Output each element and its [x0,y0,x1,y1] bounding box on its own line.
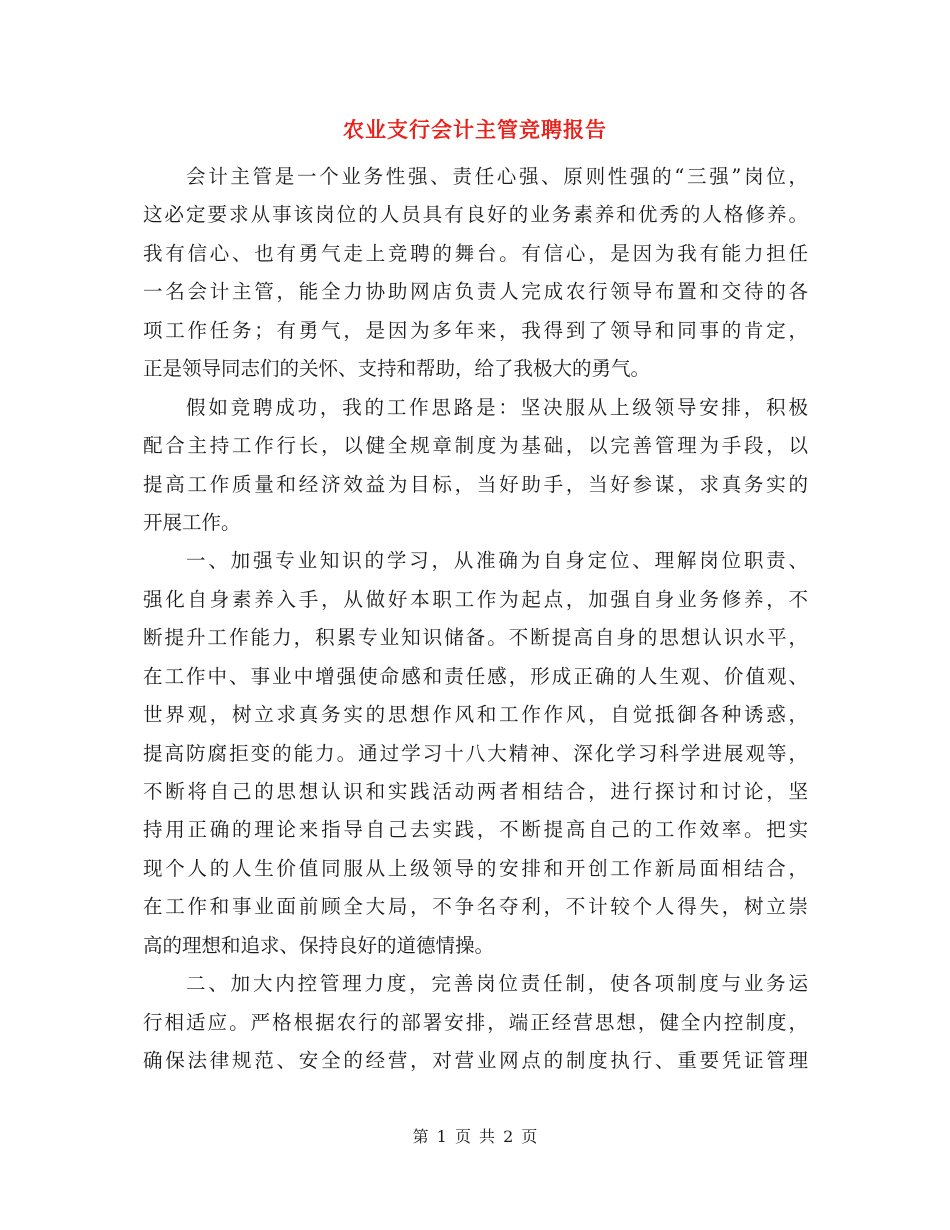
body-text-line: 现个人的人生价值同服从上级领导的安排和开创工作新局面相结合， [143,856,808,880]
body-text-line: 高的理想和追求、保持良好的道德情操。 [143,933,495,957]
body-text-line: 行相适应。严格根据农行的部署安排，端正经营思想，健全内控制度， [143,1010,808,1034]
body-text-line: 不断将自己的思想认识和实践活动两者相结合，进行探讨和讨论，坚 [143,780,808,803]
body-text-line: 开展工作。 [143,510,241,534]
body-text-line: 世界观，树立求真务实的思想作风和工作作风，自觉抵御各种诱惑， [143,703,808,727]
body-text-line: 确保法律规范、安全的经营，对营业网点的制度执行、重要凭证管理 [143,1049,808,1073]
body-text-line: 一、加强专业知识的学习，从准确为自身定位、理解岗位职责、 [186,549,808,573]
body-text-line: 会计主管是一个业务性强、责任心强、原则性强的“三强”岗位， [186,165,808,188]
body-text-line: 强化自身素养入手，从做好本职工作为起点，加强自身业务修养，不 [143,587,808,611]
page-number-footer: 第 1 页 共 2 页 [412,1127,538,1146]
body-text-line: 在工作和事业面前顾全大局，不争名夺利，不计较个人得失，树立崇 [143,895,808,919]
body-text-line: 持用正确的理论来指导自己去实践，不断提高自己的工作效率。把实 [143,818,808,842]
body-text-line: 提高防腐拒变的能力。通过学习十八大精神、深化学习科学进展观等， [143,741,808,765]
body-text-line: 断提升工作能力，积累专业知识储备。不断提高自身的思想认识水平， [143,626,808,650]
body-text-line: 提高工作质量和经济效益为目标，当好助手，当好参谋，求真务实的 [143,472,808,496]
body-text-line: 在工作中、事业中增强使命感和责任感，形成正确的人生观、价值观、 [143,664,808,688]
body-text-line: 一名会计主管，能全力协助网店负责人完成农行领导布置和交待的各 [143,280,808,304]
body-text-line: 这必定要求从事该岗位的人员具有良好的业务素养和优秀的人格修养。 [143,203,808,227]
body-text-line: 项工作任务；有勇气，是因为多年来，我得到了领导和同事的肯定， [143,318,808,342]
document-title: 农业支行会计主管竞聘报告 [343,117,607,142]
body-text-line: 我有信心、也有勇气走上竞聘的舞台。有信心，是因为我有能力担任 [143,241,808,265]
body-text-line: 假如竞聘成功，我的工作思路是：坚决服从上级领导安排，积极 [186,395,808,419]
document-body [143,158,808,1081]
body-text-line: 配合主持工作行长，以健全规章制度为基础，以完善管理为手段，以 [143,434,808,458]
body-text-line: 正是领导同志们的关怀、支持和帮助，给了我极大的勇气。 [143,357,651,381]
body-text-line: 二、加大内控管理力度，完善岗位责任制，使各项制度与业务运 [186,972,808,996]
